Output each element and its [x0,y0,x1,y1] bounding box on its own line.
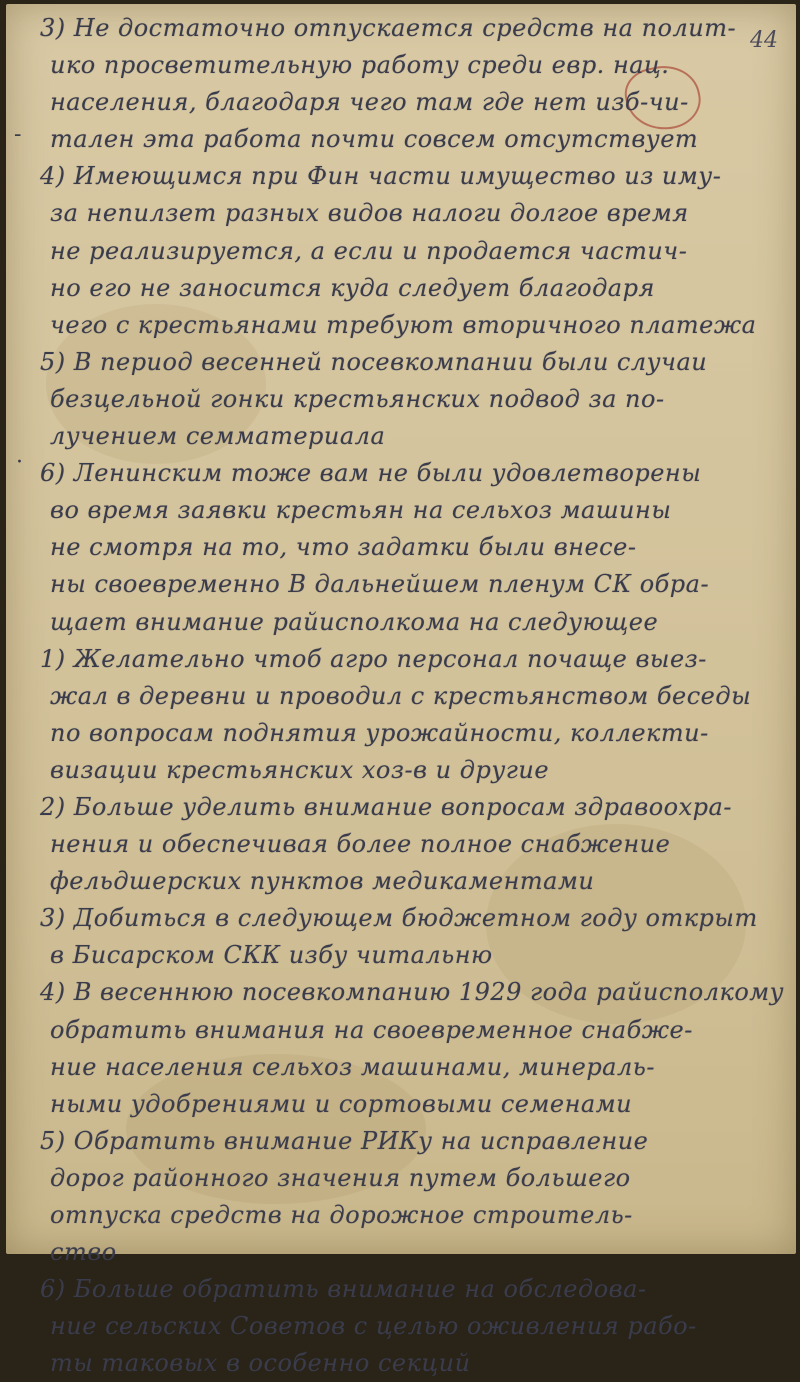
margin-dot-mark: · [16,450,23,475]
handwritten-line: 4) Имеющимся при Фин части имущество из иму- [40,162,722,191]
folio-number: 44 [750,28,778,53]
handwritten-line: обратить внимания на своевременное снабже- [50,1015,693,1044]
handwritten-line: в Бисарском СКК избу читальню [50,941,493,970]
handwritten-line: 5) В период весенней посевкомпании были случаи [40,347,708,376]
handwritten-line: 5) Обратить внимание РИКу на исправление [40,1126,649,1155]
handwritten-line: ты таковых в особенно секций [50,1349,471,1378]
handwritten-line: безцельной гонки крестьянских подвод за по- [50,384,665,413]
handwritten-line: 3) Добиться в следующем бюджетном году открыт [40,904,758,933]
handwritten-line: не смотря на то, что задатки были внесе- [50,533,637,562]
handwritten-line: населения, благодаря чего там где нет изб-чи- [50,88,689,117]
handwritten-line: 1) Желательно чтоб агро персонал почаще выез- [40,644,707,673]
handwritten-line: ны своевременно В дальнейшем пленум СК обра- [50,570,710,599]
handwritten-line: ными удобрениями и сортовыми семенами [50,1089,633,1118]
handwritten-line: ние населения сельхоз машинами, минераль- [50,1052,655,1081]
handwritten-line: щает внимание райисполкома на следующее [50,607,659,636]
handwritten-line: 6) Больше обратить внимание на обследова- [40,1275,647,1304]
handwritten-line: тален эта работа почти совсем отсутствует [50,125,699,154]
handwritten-line: за непилзет разных видов налоги долгое время [50,199,689,228]
margin-dash-mark: - [14,122,22,147]
handwritten-line: нения и обеспечивая более полное снабжение [50,830,671,859]
handwritten-line: ство [50,1238,117,1267]
handwritten-line: по вопросам поднятия урожайности, коллекти- [50,718,709,747]
handwritten-line: чего с крестьянами требуют вторичного платежа [50,310,757,339]
handwritten-line: 6) Ленинским тоже вам не были удовлетворены [40,459,702,488]
handwritten-text-body [40,10,785,1382]
handwritten-line: во время заявки крестьян на сельхоз машины [50,496,672,525]
handwritten-line: ико просветительную работу среди евр. нац. [50,51,670,80]
handwritten-line: но его не заносится куда следует благодаря [50,273,655,302]
handwritten-line: жал в деревни и проводил с крестьянством беседы [50,681,752,710]
handwritten-line: 4) В весеннюю посевкомпанию 1929 года райисполкому [40,978,785,1007]
handwritten-line: дорог районного значения путем большего [50,1163,631,1192]
handwritten-line: ние сельских Советов с целью оживления рабо- [50,1312,697,1341]
handwritten-line: визации крестьянских хоз-в и другие [50,755,550,784]
handwritten-line: лучением семматериала [50,422,386,451]
handwritten-line: фельдшерских пунктов медикаментами [50,867,595,896]
handwritten-line: отпуска средств на дорожное строитель- [50,1201,633,1229]
handwritten-line: не реализируется, а если и продается частич- [50,236,688,265]
handwritten-line: 3) Не достаточно отпускается средств на полит- [40,14,737,42]
archival-document-page [6,4,796,1378]
handwritten-line: 2) Больше уделить внимание вопросам здравоохра- [40,792,732,821]
